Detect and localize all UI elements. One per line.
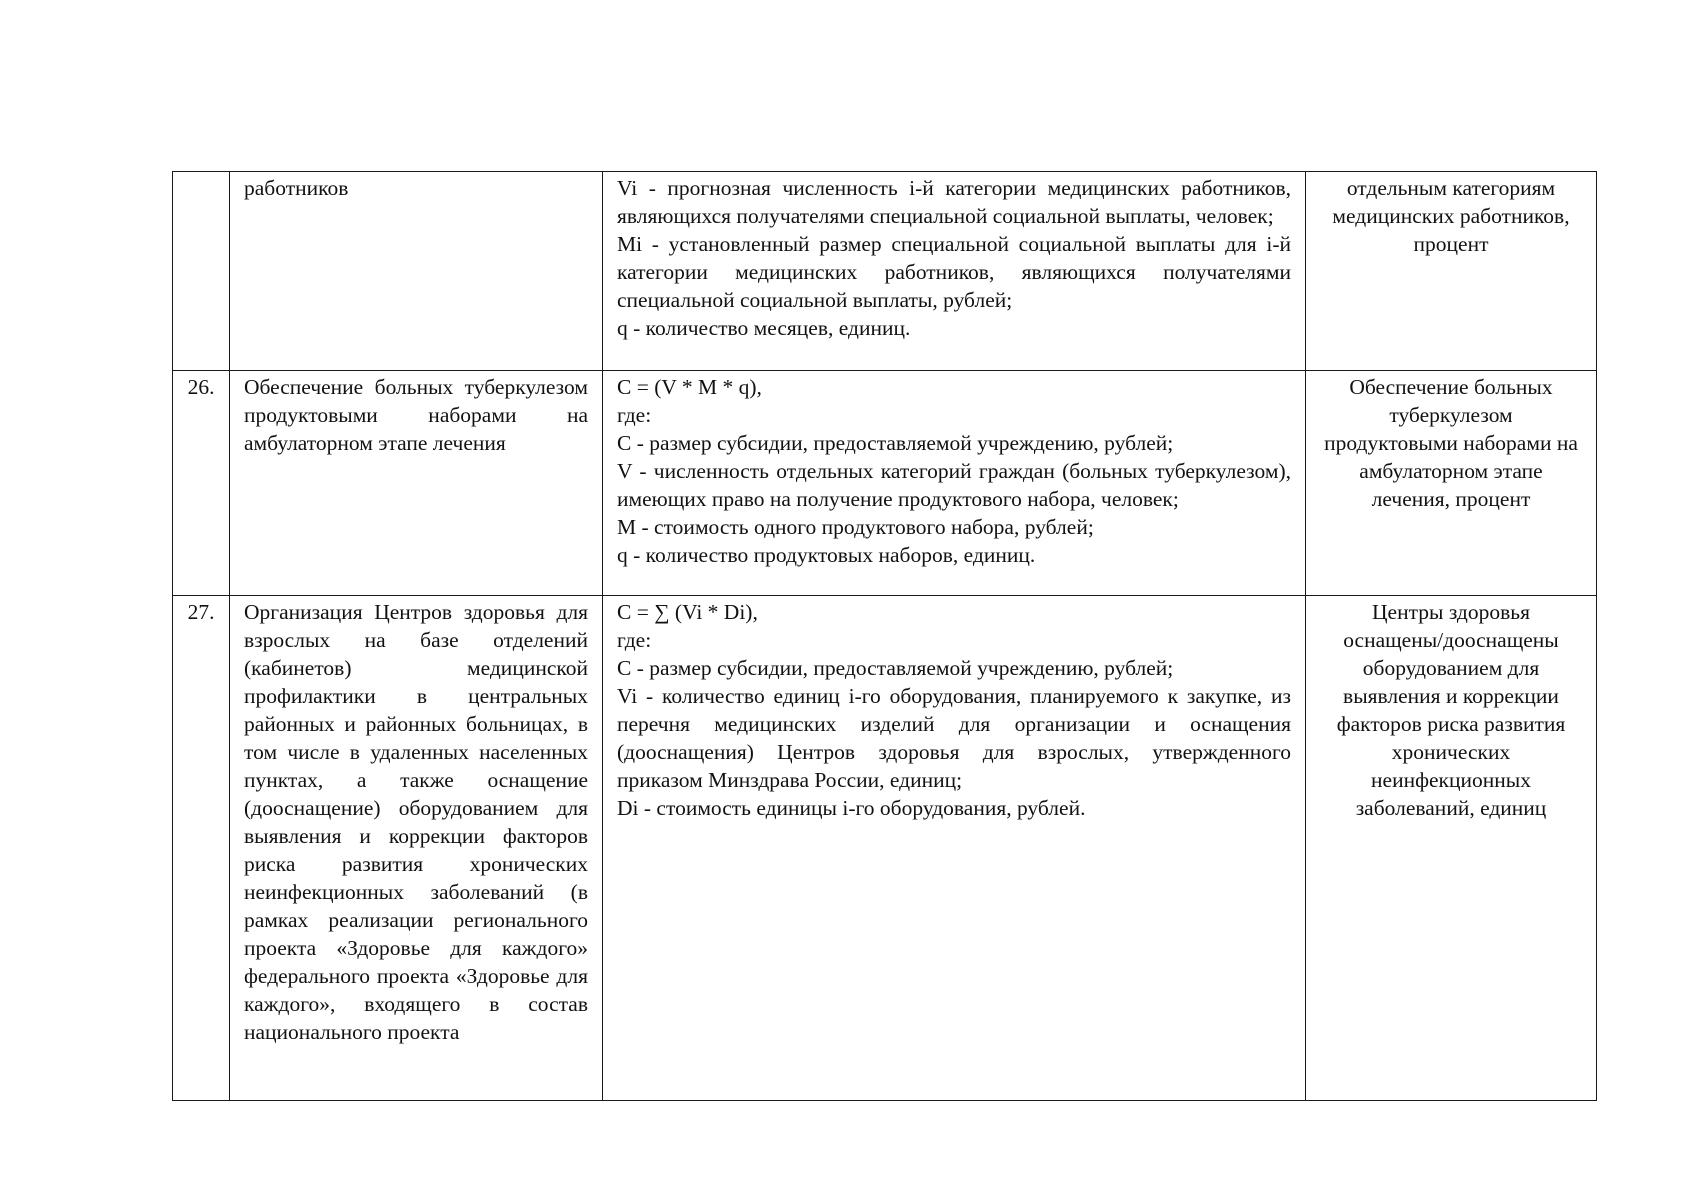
formula-line: C = (V * M * q),: [617, 375, 762, 399]
formula-line: C - размер субсидии, предоставляемой учреждению, рублей;: [617, 656, 1174, 680]
formula-line: где:: [617, 628, 652, 652]
formula-line: M - стоимость одного продуктового набора, рублей;: [617, 515, 1094, 539]
formula-line: q - количество месяцев, единиц.: [617, 316, 911, 340]
formula-line: q - количество продуктовых наборов, единиц.: [617, 543, 1036, 567]
formula-cell: [603, 371, 1306, 596]
measure-name: работников: [230, 172, 603, 371]
table-row: [173, 172, 1597, 371]
row-number: [173, 172, 230, 371]
calculation-table: [172, 171, 1597, 1101]
formula-cell: [603, 596, 1306, 1101]
indicator-cell: Обеспечение больных туберкулезом продуктовыми наборами на амбулаторном этапе лечения, процент: [1306, 371, 1597, 596]
formula-line: C - размер субсидии, предоставляемой учреждению, рублей;: [617, 431, 1174, 455]
formula-cell: [603, 172, 1306, 371]
formula-line: V - численность отдельных категорий граждан (больных туберкулезом), имеющих право на получение продуктового набора, человек;: [617, 459, 1291, 511]
measure-name: Обеспечение больных туберкулезом продуктовыми наборами на амбулаторном этапе лечения: [230, 371, 603, 596]
formula-line: Vi - прогнозная численность i-й категории медицинских работников, являющихся получателями специальной социальной выплаты, человек;: [617, 176, 1291, 228]
formula-line: Mi - установленный размер специальной социальной выплаты для i-й категории медицинских работников, являющихся получателями специальной социальной выплаты, рублей;: [617, 232, 1291, 312]
formula-line: где:: [617, 403, 652, 427]
formula-line: C = ∑ (Vi * Di),: [617, 600, 758, 624]
formula-line: Di - стоимость единицы i-го оборудования, рублей.: [617, 796, 1086, 820]
row-number: 26.: [173, 371, 230, 596]
indicator-cell: отдельным категориям медицинских работников, процент: [1306, 172, 1597, 371]
indicator-cell: Центры здоровья оснащены/дооснащены оборудованием для выявления и коррекции факторов риска развития хронических неинфекционных заболеваний, единиц: [1306, 596, 1597, 1101]
table-row: [173, 596, 1597, 1101]
measure-name: Организация Центров здоровья для взрослых на базе отделений (кабинетов) медицинской профилактики в центральных районных и районных больницах, в том числе в удаленных населенных пунктах, а также оснащение (дооснащение) оборудованием для выявления и коррекции факторов риска развития хронических неинфекционных заболеваний (в рамках реализации регионального проекта «Здоровье для каждого» федерального проекта «Здоровье для каждого», входящего в состав национального проекта: [230, 596, 603, 1101]
table-row: [173, 371, 1597, 596]
formula-line: Vi - количество единиц i-го оборудования, планируемого к закупке, из перечня медицинских изделий для организации и оснащения (дооснащения) Центров здоровья для взрослых, утвержденного приказом Минздрава России, единиц;: [617, 684, 1291, 792]
row-number: 27.: [173, 596, 230, 1101]
